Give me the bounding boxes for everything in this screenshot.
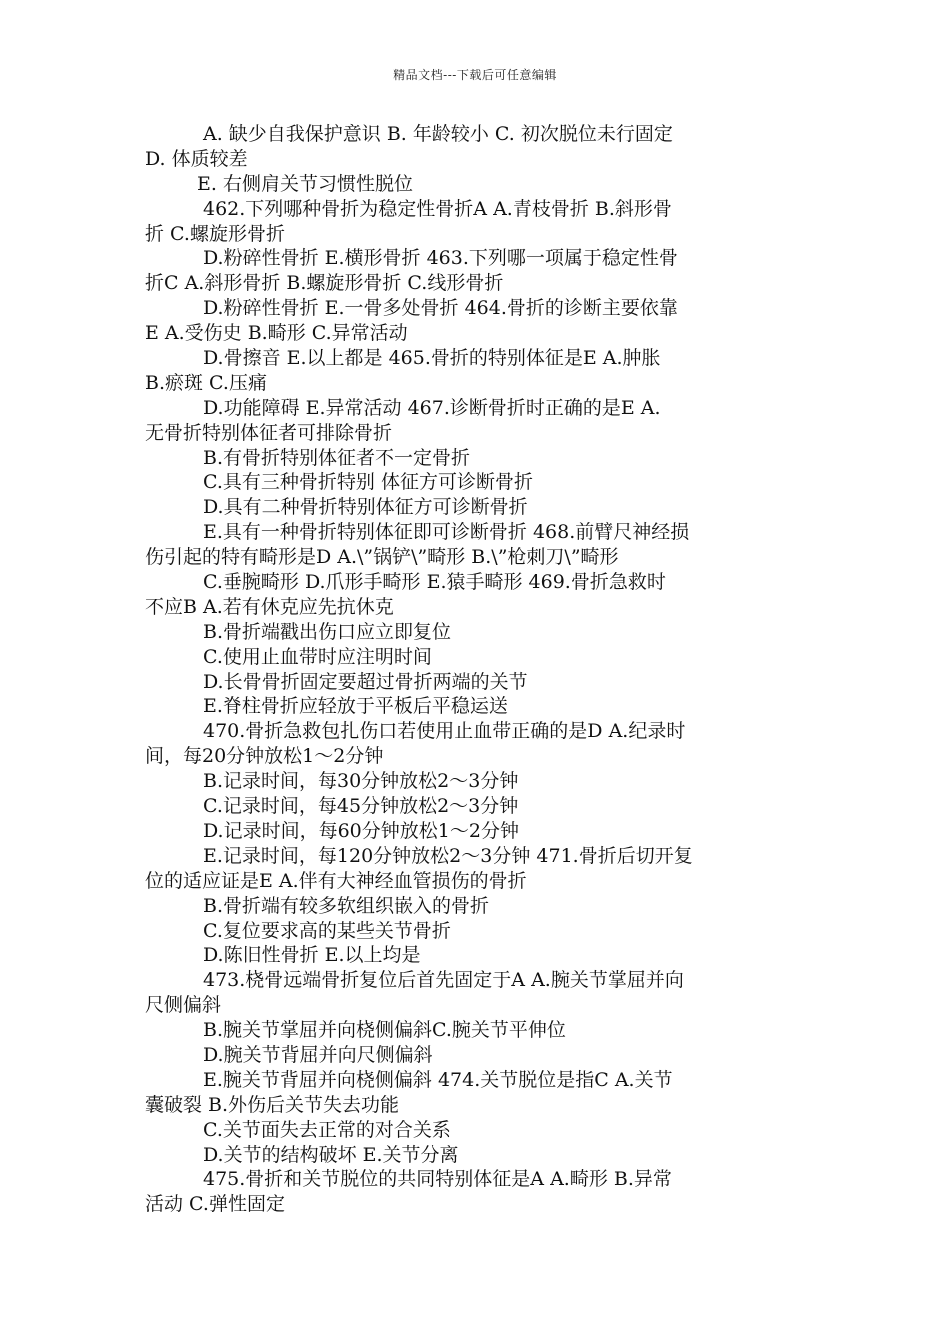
text-line: C.具有三种骨折特别 体征方可诊断骨折: [203, 471, 533, 494]
text-line: C.使用止血带时应注明时间: [203, 645, 432, 668]
text-line: 470.骨折急救包扎伤口若使用止血带正确的是D A.纪录时: [203, 720, 686, 743]
text-line: D.记录时间，每60分钟放松1～2分钟: [203, 819, 519, 842]
text-line: 尺侧偏斜: [145, 994, 222, 1017]
text-line: B.骨折端有较多软组织嵌入的骨折: [203, 894, 490, 917]
text-line: C.记录时间，每45分钟放松2～3分钟: [203, 795, 519, 818]
text-line: E.腕关节背屈并向桡侧偏斜 474.关节脱位是指C A.关节: [203, 1068, 673, 1091]
text-line: D.功能障碍 E.异常活动 467.诊断骨折时正确的是E A.: [203, 396, 661, 419]
text-line: 475.骨折和关节脱位的共同特别体征是A A.畸形 B.异常: [203, 1168, 672, 1191]
text-line: D.粉碎性骨折 E.一骨多处骨折 464.骨折的诊断主要依靠: [203, 297, 678, 320]
text-line: E A.受伤史 B.畸形 C.异常活动: [145, 322, 408, 345]
text-line: 位的适应证是E A.伴有大神经血管损伤的骨折: [145, 869, 527, 892]
text-line: 活动 C.弹性固定: [145, 1193, 285, 1216]
document-body: [145, 122, 810, 1217]
text-line: B.瘀斑 C.压痛: [145, 371, 267, 394]
text-line: E.具有一种骨折特别体征即可诊断骨折 468.前臂尺神经损: [203, 521, 690, 544]
text-line: E.记录时间，每120分钟放松2～3分钟 471.骨折后切开复: [203, 844, 693, 867]
text-line: B.有骨折特别体征者不一定骨折: [203, 446, 471, 469]
text-line: D.粉碎性骨折 E.横形骨折 463.下列哪一项属于稳定性骨: [203, 247, 678, 270]
text-line: D.腕关节背屈并向尺侧偏斜: [203, 1043, 433, 1066]
text-line: D.骨擦音 E.以上都是 465.骨折的特别体征是E A.肿胀: [203, 347, 661, 370]
text-line: D.具有二种骨折特别体征方可诊断骨折: [203, 496, 528, 519]
text-line: 462.下列哪种骨折为稳定性骨折A A.青枝骨折 B.斜形骨: [203, 197, 672, 220]
text-line: 伤引起的特有畸形是D A.\”锅铲\”畸形 B.\”枪刺刀\”畸形: [145, 546, 619, 569]
text-line: B.腕关节掌屈并向桡侧偏斜C.腕关节平伸位: [203, 1019, 566, 1042]
text-line: 折 C.螺旋形骨折: [145, 222, 285, 245]
text-line: 无骨折特别体征者可排除骨折: [145, 421, 393, 444]
text-line: C.复位要求高的某些关节骨折: [203, 919, 451, 942]
text-line: 间，每20分钟放松1～2分钟: [145, 745, 384, 768]
text-line: C.垂腕畸形 D.爪形手畸形 E.猿手畸形 469.骨折急救时: [203, 571, 666, 594]
text-line: E.脊柱骨折应轻放于平板后平稳运送: [203, 695, 508, 718]
text-line: 不应B A.若有休克应先抗休克: [145, 595, 394, 618]
text-line: D.陈旧性骨折 E.以上均是: [203, 944, 421, 967]
text-line: D.关节的结构破坏 E.关节分离: [203, 1143, 459, 1166]
page-header: 精品文档---下载后可任意编辑: [393, 68, 557, 82]
text-line: B.记录时间，每30分钟放松2～3分钟: [203, 770, 519, 793]
text-line: A. 缺少自我保护意识 B. 年龄较小 C. 初次脱位未行固定: [203, 123, 673, 145]
text-line: 折C A.斜形骨折 B.螺旋形骨折 C.线形骨折: [145, 272, 504, 295]
text-line: 囊破裂 B.外伤后关节失去功能: [145, 1093, 400, 1116]
text-line: D.长骨骨折固定要超过骨折两端的关节: [203, 670, 528, 693]
text-line: C.关节面失去正常的对合关系: [203, 1118, 451, 1141]
text-line: 473.桡骨远端骨折复位后首先固定于A A.腕关节掌屈并向: [203, 969, 684, 992]
text-line: D. 体质较差: [145, 147, 248, 170]
text-line: B.骨折端戳出伤口应立即复位: [203, 620, 452, 643]
text-line: E. 右侧肩关节习惯性脱位: [197, 172, 413, 195]
